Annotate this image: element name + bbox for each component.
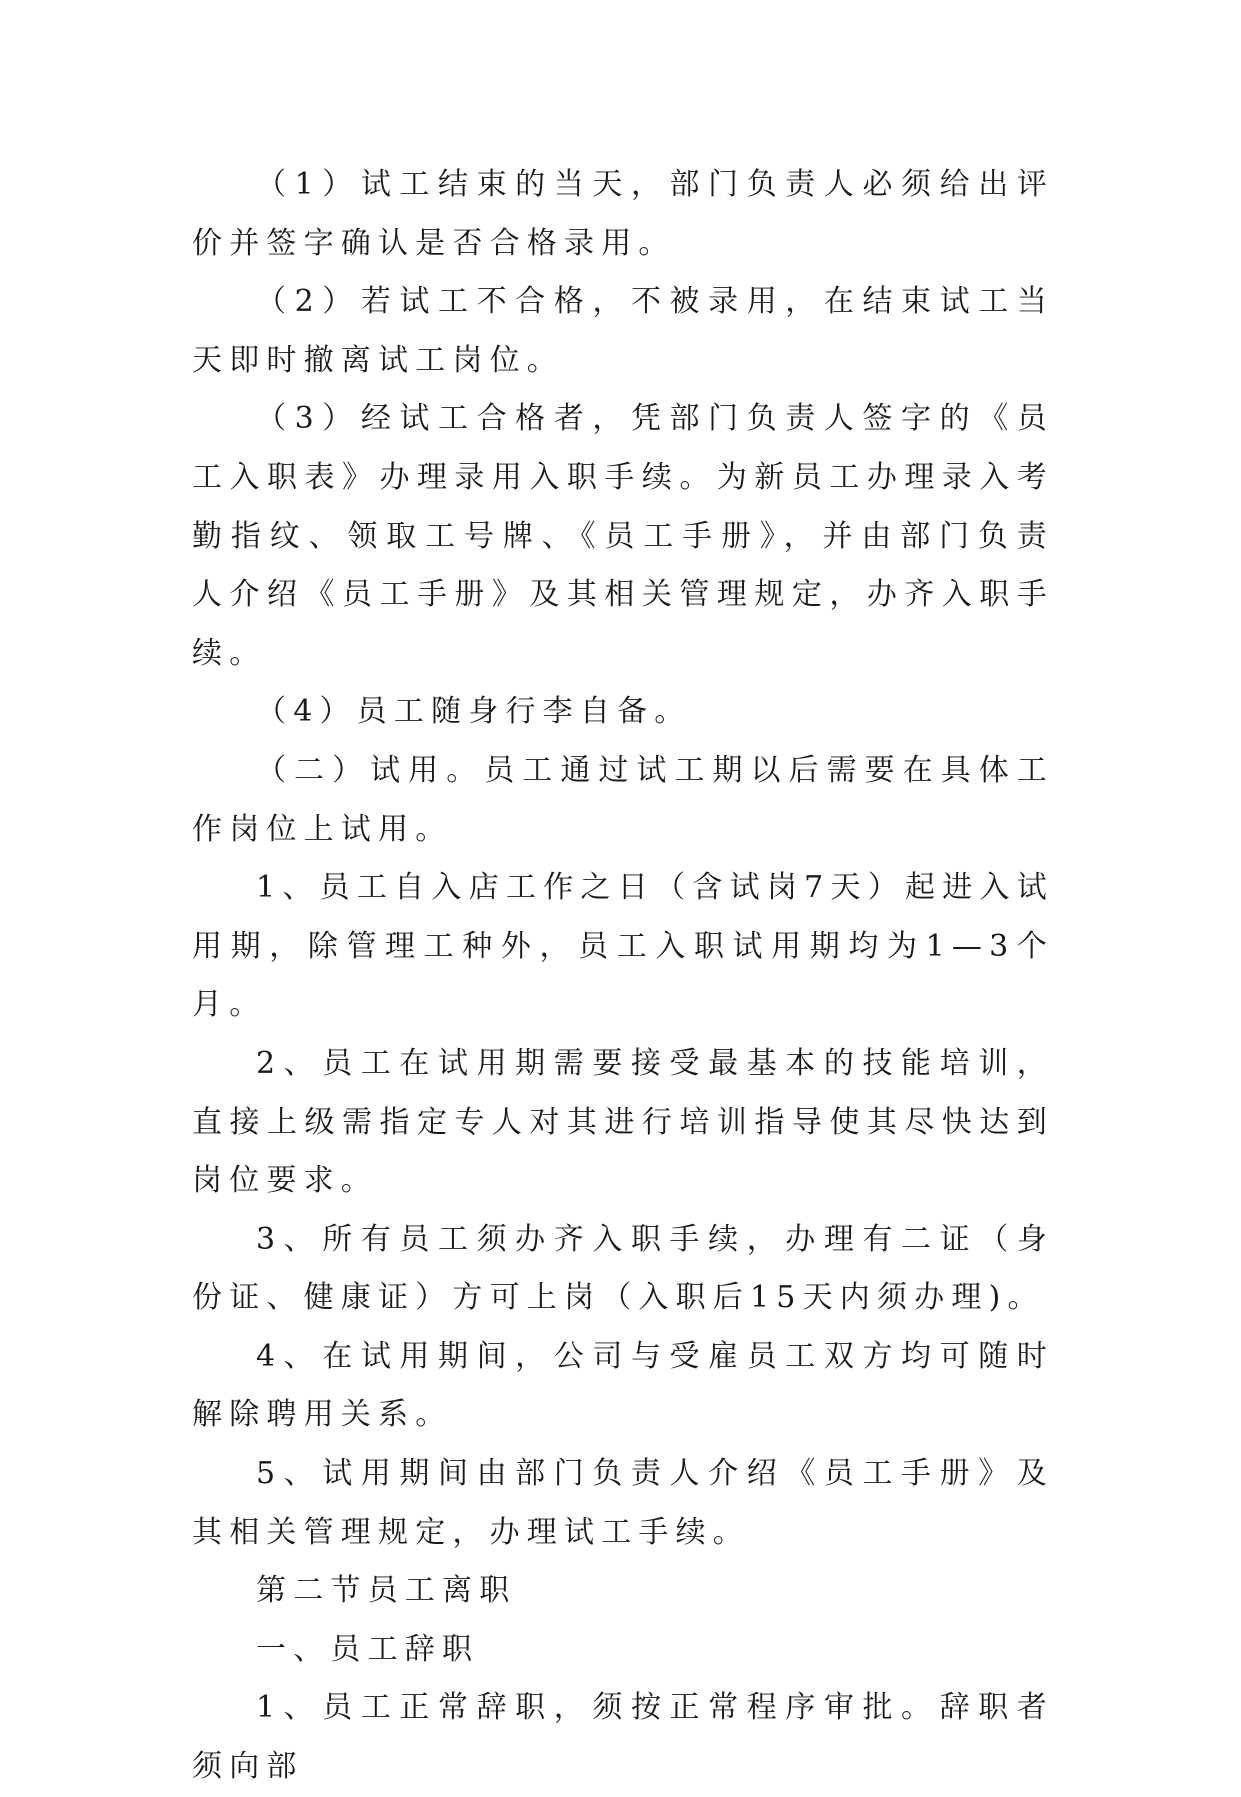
paragraph-termination: 4、在试用期间，公司与受雇员工双方均可随时解除聘用关系。 xyxy=(192,1338,1054,1433)
paragraph-trial-evaluation: （1）试工结束的当天，部门负责人必须给出评价并签字确认是否合格录用。 xyxy=(192,167,1054,261)
paragraph-probation-heading: （二）试用。员工通过试工期以后需要在具体工作岗位上试用。 xyxy=(192,752,1054,847)
document-body xyxy=(192,156,1054,1797)
paragraph-trial-fail: （2）若试工不合格，不被录用，在结束试工当天即时撤离试工岗位。 xyxy=(192,284,1054,378)
paragraph-probation-period: 1、员工自入店工作之日（含试岗7天）起进入试用期，除管理工种外，员工入职试用期均为1—3个月。 xyxy=(192,870,1054,1023)
paragraph-luggage: （4）员工随身行李自备。 xyxy=(256,694,692,730)
paragraph-handbook-intro: 5、试用期间由部门负责人介绍《员工手册》及其相关管理规定，办理试工手续。 xyxy=(192,1456,1054,1550)
paragraph-skills-training: 2、员工在试用期需要接受最基本的技能培训，直接上级需指定专人对其进行培训指导使其尽快达到岗位要求。 xyxy=(192,1045,1054,1199)
subsection-heading-resignation: 一、员工辞职 xyxy=(256,1631,480,1667)
paragraph-certificates: 3、所有员工须办齐入职手续，办理有二证（身份证、健康证）方可上岗（入职后15天内须办理)。 xyxy=(192,1221,1054,1316)
section-heading-resignation: 第二节员工离职 xyxy=(256,1573,517,1609)
paragraph-normal-resignation: 1、员工正常辞职，须按正常程序审批。辞职者须向部 xyxy=(192,1690,1054,1785)
paragraph-onboarding-procedure: （3）经试工合格者，凭部门负责人签字的《员工入职表》办理录用入职手续。为新员工办理录入考勤指纹、领取工号牌、《员工手册》，并由部门负责人介绍《员工手册》及其相关管理规定，办齐入职手续。 xyxy=(192,401,1054,671)
